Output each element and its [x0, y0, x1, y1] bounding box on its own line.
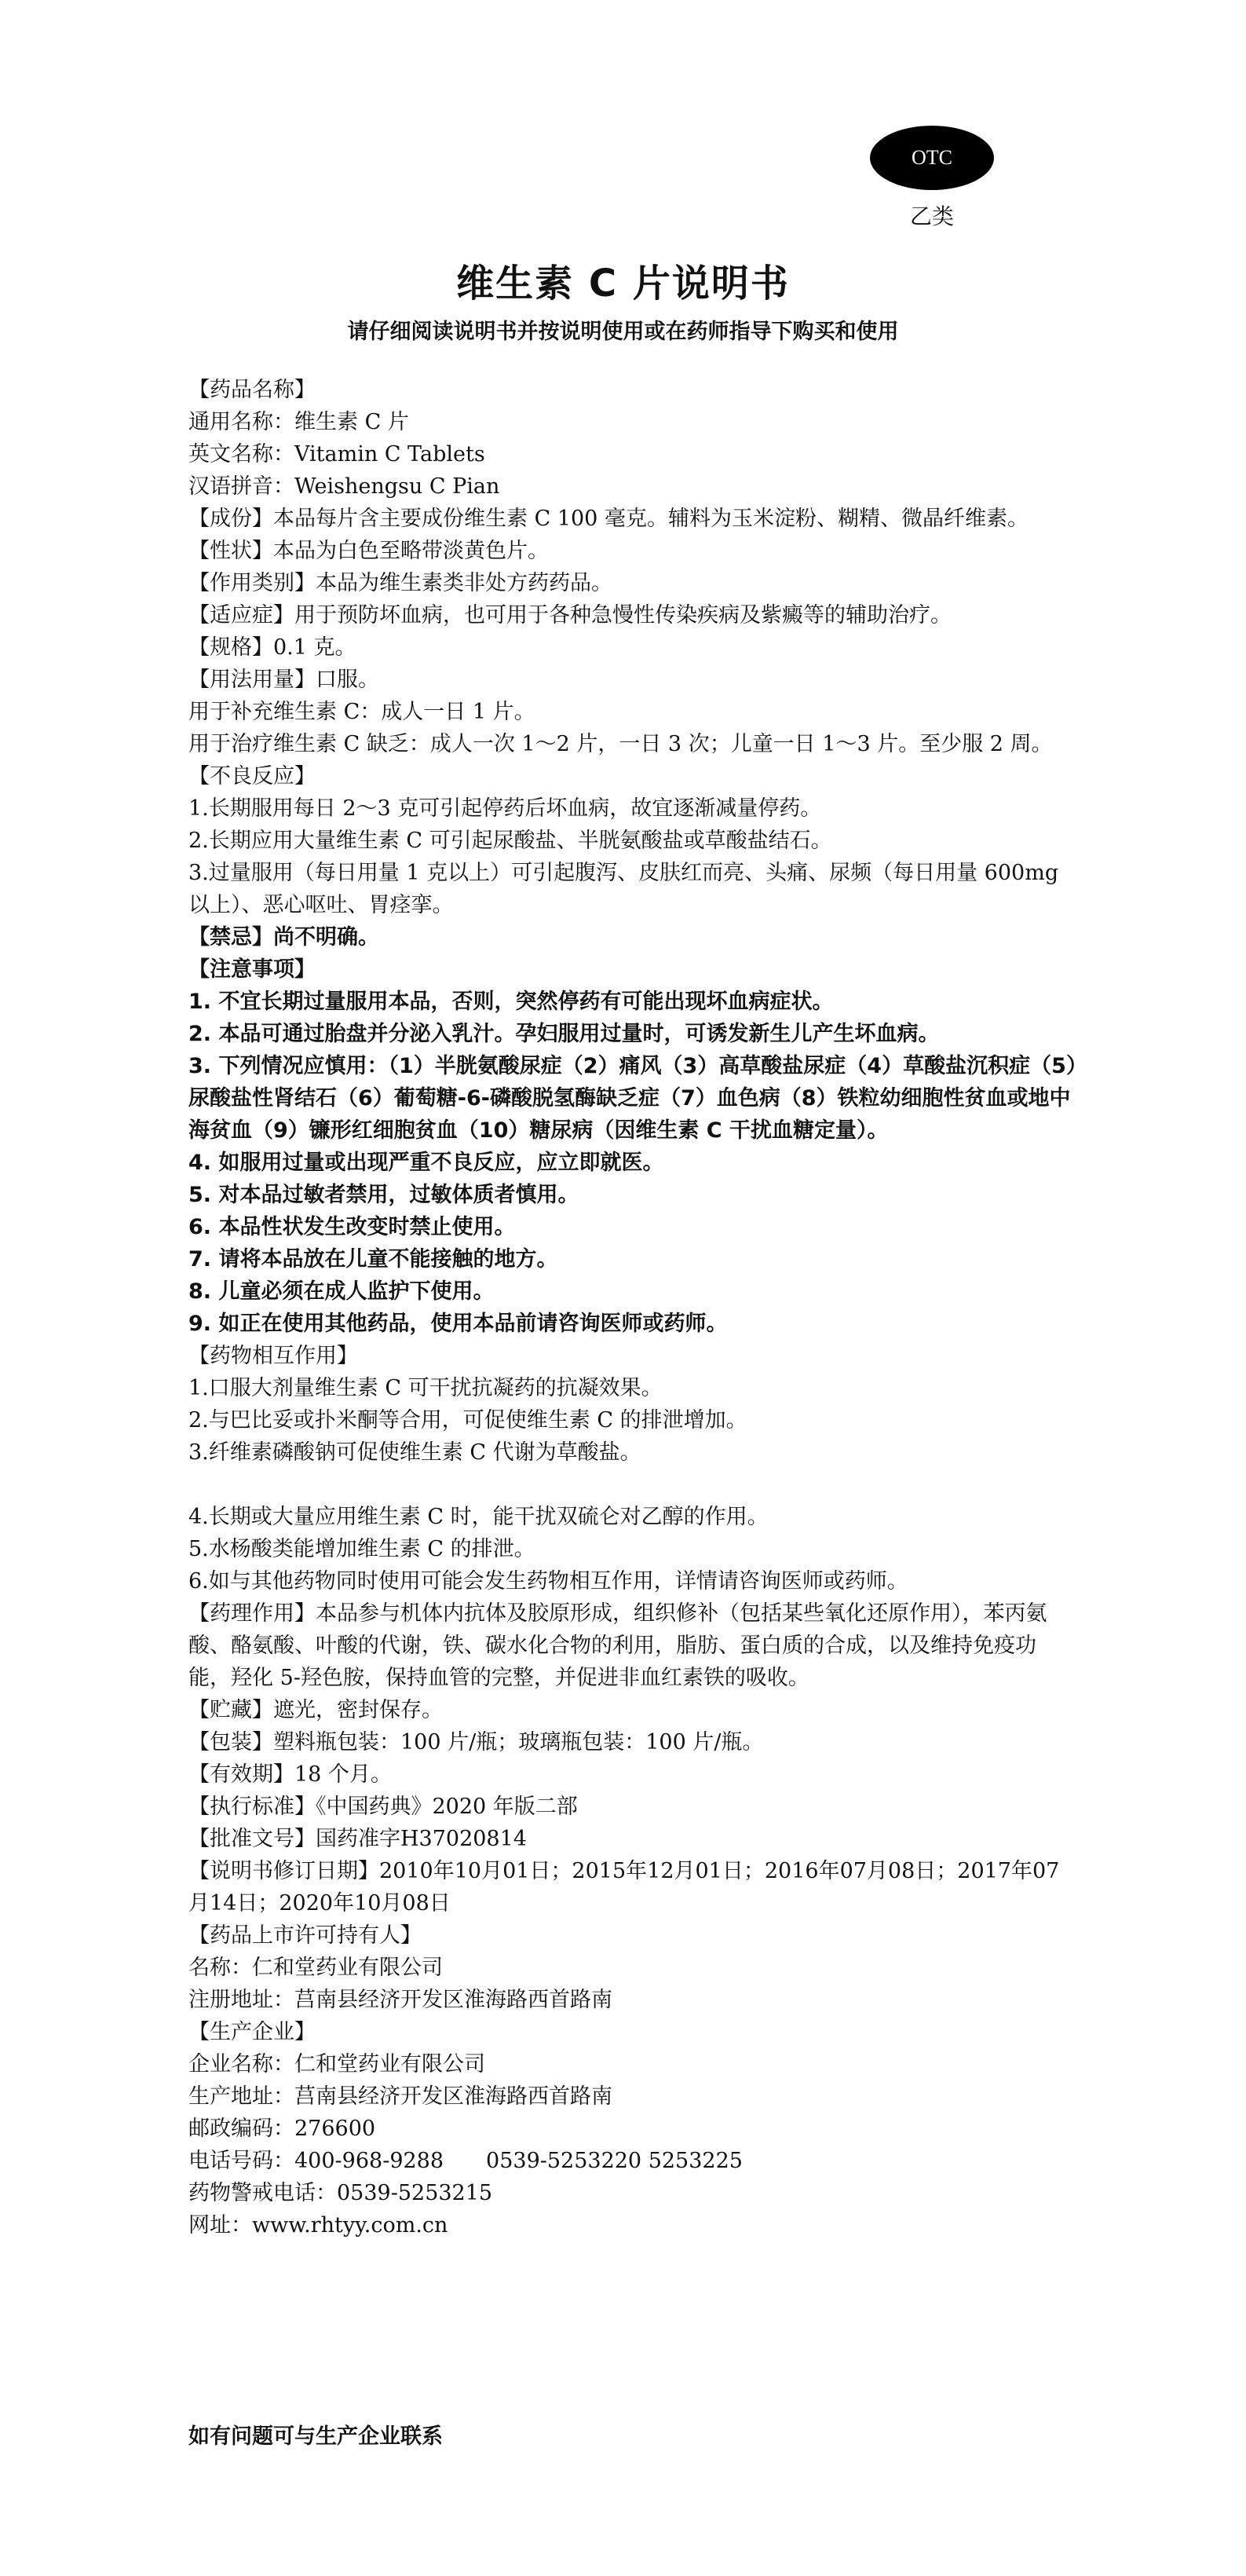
generic-name: 通用名称：维生素 C 片 — [188, 410, 409, 434]
english-name: 英文名称：Vitamin C Tablets — [188, 442, 485, 467]
footer-note: 如有问题可与生产企业联系 — [188, 2424, 443, 2449]
category: 【作用类别】本品为维生素类非处方药药品。 — [188, 571, 612, 595]
page-subtitle: 请仔细阅读说明书并按说明使用或在药师指导下购买和使用 — [347, 320, 899, 344]
pharmacology: 【药理作用】本品参与机体内抗体及胶原形成，组织修补（包括某些氧化还原作用），苯丙氨酸、酪氨酸、叶酸的代谢，铁、碳水化合物的利用，脂肪、蛋白质的合成，以及维持免疫功能，羟化 5-羟色胺，保持血管的完整，并促进非血红素铁的吸收。 — [188, 1601, 1047, 1690]
precaution-item: 4. 如服用过量或出现严重不良反应，应立即就医。 — [188, 1151, 664, 1175]
composition: 【成份】本品每片含主要成份维生素 C 100 毫克。辅料为玉米淀粉、糊精、微晶纤维素。 — [188, 507, 1029, 531]
dosage-heading: 【用法用量】口服。 — [188, 668, 379, 692]
page-title: 维生素 C 片说明书 — [456, 262, 790, 306]
interaction-item: 3.纤维素磷酸钠可促使维生素 C 代谢为草酸盐。 — [188, 1440, 641, 1465]
adverse-item: 3.过量服用（每日用量 1 克以上）可引起腹泻、皮肤红而亮、头痛、尿频（每日用量 600mg 以上）、恶心呕吐、胃痉挛。 — [188, 861, 1059, 917]
precaution-item: 5. 对本品过敏者禁用，过敏体质者慎用。 — [188, 1183, 579, 1207]
mah-address: 注册地址：莒南县经济开发区淮海路西首路南 — [188, 1988, 612, 2012]
revision-dates: 【说明书修订日期】2010年10月01日；2015年12月01日；2016年07月08日；2017年07月14日；2020年10月08日 — [188, 1859, 1060, 1916]
precaution-item: 7. 请将本品放在儿童不能接触的地方。 — [188, 1247, 558, 1272]
standard: 【执行标准】《中国药典》2020 年版二部 — [188, 1795, 578, 1819]
mah-name: 名称：仁和堂药业有限公司 — [188, 1956, 443, 1980]
adverse-heading: 【不良反应】 — [188, 764, 316, 789]
alert-phone: 药物警戒电话：0539-5253215 — [188, 2181, 493, 2205]
leaflet-body — [188, 374, 1077, 2241]
dosage-supplement: 用于补充维生素 C：成人一日 1 片。 — [188, 700, 535, 724]
adverse-item: 2.长期应用大量维生素 C 可引起尿酸盐、半胱氨酸盐或草酸盐结石。 — [188, 829, 832, 853]
precaution-item: 2. 本品可通过胎盘并分泌入乳汁。孕妇服用过量时，可诱发新生儿产生坏血病。 — [188, 1022, 940, 1046]
otc-class-label: 乙类 — [909, 203, 954, 229]
precautions-heading: 【注意事项】 — [188, 957, 316, 982]
website-link[interactable]: 网址：www.rhtyy.com.cn — [188, 2213, 448, 2238]
precaution-item: 1. 不宜长期过量服用本品，否则，突然停药有可能出现坏血病症状。 — [188, 990, 834, 1014]
precaution-item: 3. 下列情况应慎用：（1）半胱氨酸尿症（2）痛风（3）高草酸盐尿症（4）草酸盐沉积症（5）尿酸盐性肾结石（6）葡萄糖-6-磷酸脱氢酶缺乏症（7）血色病（8）铁粒幼细胞性贫血或地中海贫血（9）镰形红细胞贫血（10）糖尿病（因维生素 C 干扰血糖定量）。 — [188, 1054, 1077, 1143]
storage: 【贮藏】遮光，密封保存。 — [188, 1698, 443, 1722]
indications: 【适应症】用于预防坏血病，也可用于各种急慢性传染疾病及紫癜等的辅助治疗。 — [188, 603, 952, 628]
interaction-item: 6.如与其他药物同时使用可能会发生药物相互作用，详情请咨询医师或药师。 — [188, 1569, 908, 1594]
phone: 电话号码：400-968-9288 0539-5253220 5253225 — [188, 2149, 743, 2173]
otc-badge: OTC — [870, 126, 994, 190]
interaction-item: 2.与巴比妥或扑米酮等合用，可促使维生素 C 的排泄增加。 — [188, 1408, 747, 1433]
manufacturer-name: 企业名称：仁和堂药业有限公司 — [188, 2052, 485, 2077]
contraindications: 【禁忌】尚不明确。 — [188, 925, 379, 950]
precaution-item: 9. 如正在使用其他药品，使用本品前请咨询医师或药师。 — [188, 1312, 728, 1336]
drug-name-heading: 【药品名称】 — [188, 378, 316, 402]
interaction-item: 1.口服大剂量维生素 C 可干扰抗凝药的抗凝效果。 — [188, 1376, 663, 1400]
interactions-heading: 【药物相互作用】 — [188, 1344, 358, 1368]
description: 【性状】本品为白色至略带淡黄色片。 — [188, 539, 549, 563]
interaction-item: 4.长期或大量应用维生素 C 时，能干扰双硫仑对乙醇的作用。 — [188, 1505, 769, 1529]
manufacturer-address: 生产地址：莒南县经济开发区淮海路西首路南 — [188, 2084, 612, 2109]
precaution-item: 8. 儿童必须在成人监护下使用。 — [188, 1279, 495, 1304]
approval-number: 【批准文号】国药准字H37020814 — [188, 1827, 527, 1851]
specification: 【规格】0.1 克。 — [188, 635, 356, 660]
pinyin-name: 汉语拼音：Weishengsu C Pian — [188, 474, 500, 499]
adverse-item: 1.长期服用每日 2～3 克可引起停药后坏血病，故宜逐渐减量停药。 — [188, 796, 822, 821]
interaction-item: 5.水杨酸类能增加维生素 C 的排泄。 — [188, 1537, 535, 1561]
packaging: 【包装】塑料瓶包装：100 片/瓶；玻璃瓶包装：100 片/瓶。 — [188, 1730, 764, 1755]
manufacturer-heading: 【生产企业】 — [188, 2020, 316, 2044]
validity: 【有效期】18 个月。 — [188, 1762, 392, 1787]
mah-heading: 【药品上市许可持有人】 — [188, 1923, 422, 1948]
dosage-treatment: 用于治疗维生素 C 缺乏：成人一次 1～2 片，一日 3 次；儿童一日 1～3 片。至少服 2 周。 — [188, 732, 1053, 756]
precaution-item: 6. 本品性状发生改变时禁止使用。 — [188, 1215, 516, 1239]
postcode: 邮政编码：276600 — [188, 2117, 376, 2141]
